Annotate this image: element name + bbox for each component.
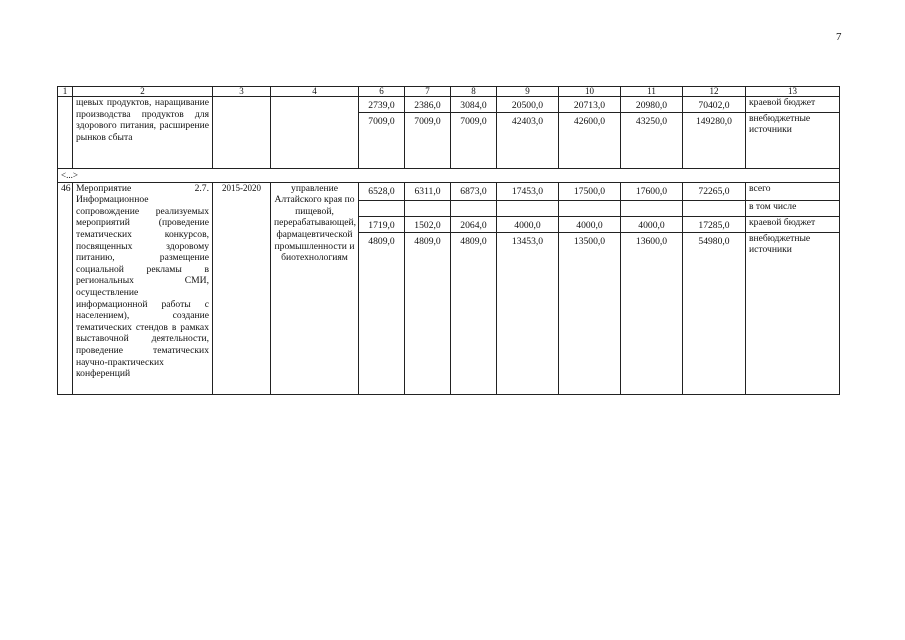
value-cell: 6873,0: [451, 182, 497, 200]
value-cell: 1502,0: [405, 216, 451, 232]
value-cell: 3084,0: [451, 97, 497, 113]
column-number: 13: [746, 87, 840, 97]
value-cell: [559, 200, 621, 216]
value-cell: 13453,0: [497, 232, 559, 394]
table-row: [58, 182, 840, 200]
period-cell: [213, 97, 271, 169]
executor-cell: [271, 97, 359, 169]
page-number: 7: [836, 31, 842, 43]
row-number-cell: 46: [58, 182, 73, 394]
ellipsis-text: <...>: [58, 168, 840, 182]
column-number: 10: [559, 87, 621, 97]
column-number: 1: [58, 87, 73, 97]
funding-source-cell: краевой бюджет: [746, 97, 840, 113]
column-number: 7: [405, 87, 451, 97]
value-cell: 4809,0: [451, 232, 497, 394]
column-number: 8: [451, 87, 497, 97]
funding-source-cell: внебюджетные источники: [746, 232, 840, 394]
value-cell: [683, 200, 746, 216]
value-cell: 7009,0: [451, 112, 497, 168]
value-cell: 4809,0: [405, 232, 451, 394]
column-number-header: [58, 87, 840, 97]
value-cell: 13600,0: [621, 232, 683, 394]
omitted-rows-marker: [58, 168, 840, 182]
value-cell: 54980,0: [683, 232, 746, 394]
value-cell: 2739,0: [359, 97, 405, 113]
value-cell: 7009,0: [359, 112, 405, 168]
table-row: [58, 97, 840, 113]
column-number: 9: [497, 87, 559, 97]
value-cell: 20980,0: [621, 97, 683, 113]
column-number: 6: [359, 87, 405, 97]
period-cell: 2015-2020: [213, 182, 271, 394]
value-cell: [621, 200, 683, 216]
value-cell: 42403,0: [497, 112, 559, 168]
value-cell: 6311,0: [405, 182, 451, 200]
measure-name-cell: Мероприятие 2.7. Информационное сопровождение реализуемых мероприятий (проведение тематических конкурсов, посвященных здоровому питанию, размещение социальной рекламы в региональных СМИ, осуществление информационной работы с населением), создание тематических стендов в рамках выставочной деятельности, проведение тематических научно-практических конференций: [73, 182, 213, 394]
value-cell: [497, 200, 559, 216]
value-cell: 17600,0: [621, 182, 683, 200]
funding-source-cell: внебюджетные источники: [746, 112, 840, 168]
value-cell: 2386,0: [405, 97, 451, 113]
value-cell: 17453,0: [497, 182, 559, 200]
column-number: 4: [271, 87, 359, 97]
value-cell: 72265,0: [683, 182, 746, 200]
value-cell: 13500,0: [559, 232, 621, 394]
value-cell: 7009,0: [405, 112, 451, 168]
value-cell: 4000,0: [621, 216, 683, 232]
value-cell: 149280,0: [683, 112, 746, 168]
measure-name-cell: щевых продуктов, наращивание производства продуктов для здорового питания, расширение рынков сбыта: [73, 97, 213, 169]
executor-cell: управление Алтайского края по пищевой, перерабатывающей, фармацевтической промышленности и биотехнологиям: [271, 182, 359, 394]
value-cell: 2064,0: [451, 216, 497, 232]
column-number: 2: [73, 87, 213, 97]
row-number-cell: [58, 97, 73, 169]
value-cell: [359, 200, 405, 216]
value-cell: 20713,0: [559, 97, 621, 113]
value-cell: 43250,0: [621, 112, 683, 168]
value-cell: 17500,0: [559, 182, 621, 200]
value-cell: 17285,0: [683, 216, 746, 232]
value-cell: 4000,0: [497, 216, 559, 232]
value-cell: 4000,0: [559, 216, 621, 232]
value-cell: 20500,0: [497, 97, 559, 113]
value-cell: 4809,0: [359, 232, 405, 394]
value-cell: 1719,0: [359, 216, 405, 232]
value-cell: 6528,0: [359, 182, 405, 200]
value-cell: 42600,0: [559, 112, 621, 168]
funding-source-cell: всего: [746, 182, 840, 200]
value-cell: [405, 200, 451, 216]
column-number: 3: [213, 87, 271, 97]
funding-source-cell: краевой бюджет: [746, 216, 840, 232]
column-number: 11: [621, 87, 683, 97]
funding-source-cell: в том числе: [746, 200, 840, 216]
column-number: 12: [683, 87, 746, 97]
value-cell: 70402,0: [683, 97, 746, 113]
value-cell: [451, 200, 497, 216]
program-table: [57, 86, 840, 395]
